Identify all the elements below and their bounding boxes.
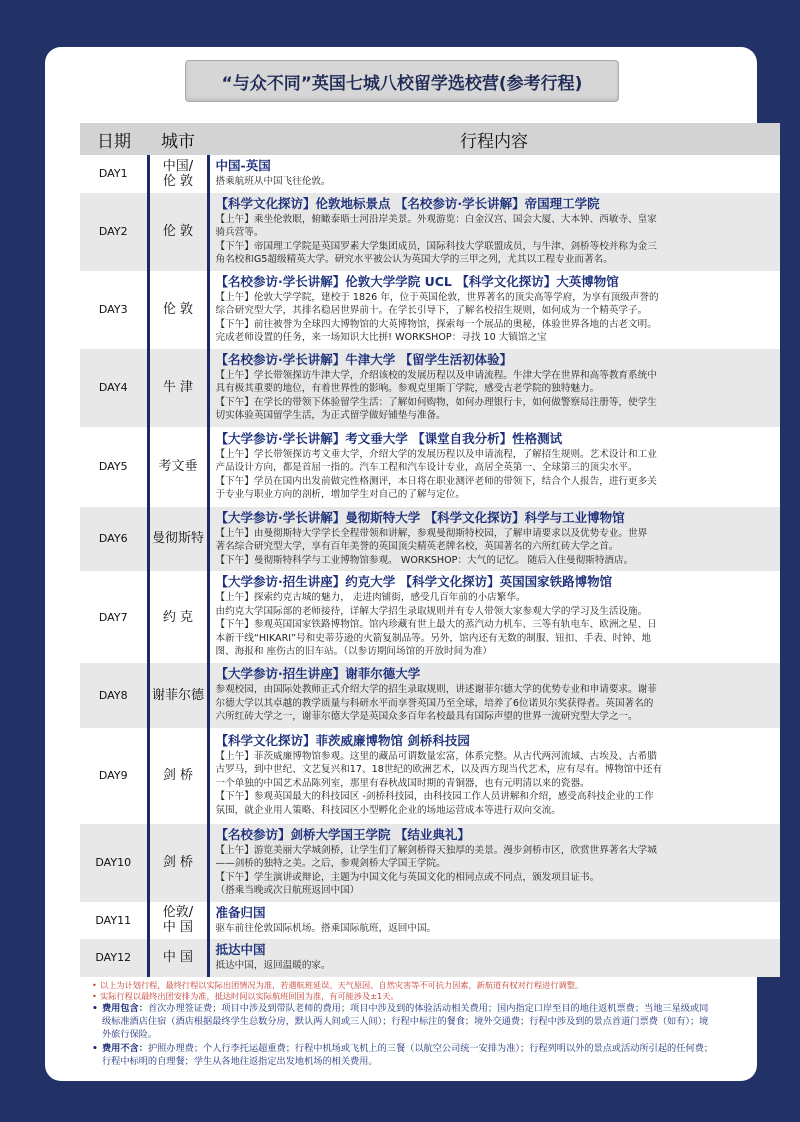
row-detail-line: 【下午】在学长的带领下体验留学生活：了解如何购物，如何办理银行卡，如何做警察局注册等，使学生 — [215, 396, 657, 408]
row-content — [208, 824, 780, 902]
page-title: “与众不同”英国七城八校留学选校营(参考行程) — [185, 60, 619, 102]
table-row — [80, 939, 780, 977]
row-detail-line: 由约克大学国际部的老师接待，详解大学招生录取规则并有专人带领大家参观大学的学习及生活设施。 — [215, 605, 648, 617]
city-line: 伦敦/ — [162, 905, 194, 921]
note-red: • 实际行程以最终出团安排为准，抵达时间以实际航班回国为准，有可能涉及±1天。 — [92, 991, 717, 1002]
row-detail-line: 图、海报和 座伤古的旧车站。（以参访期间场馆的开放时间为准） — [215, 646, 492, 658]
row-detail-line: 【下午】帝国理工学院是英国罗素大学集团成员，国际科技大学联盟成员，与牛津、剑桥等校并称为金三 — [215, 240, 657, 252]
row-content — [208, 427, 780, 507]
row-city — [148, 271, 208, 349]
city-line: 中 国 — [162, 950, 194, 966]
row-detail-line: 抵达中国，返回温暖的家。 — [215, 960, 331, 971]
row-city — [148, 571, 208, 663]
row-detail-line: 骑兵营等。 — [215, 227, 264, 238]
row-detail-line: 【上午】游览美丽大学城剑桥，让学生们了解剑桥得天独厚的美景。漫步剑桥市区，欣赏世界著名大学城 — [215, 844, 657, 856]
row-detail-line: 具有极其重要的地位，有着世界性的影响。参观克里斯丁学院，感受古老学院的独特魅力。 — [215, 383, 600, 394]
header-day: 日期 — [80, 123, 148, 155]
row-content — [208, 728, 780, 824]
row-heading: 【大学参访·学长讲解】曼彻斯特大学 【科学文化探访】科学与工业博物馆 — [215, 509, 625, 525]
row-city — [148, 939, 208, 977]
row-day: DAY10 — [80, 824, 148, 902]
row-detail-line: 【上午】探索约克古城的魅力， 走进肉铺街，感受几百年前的小店繁华。 — [215, 592, 526, 604]
row-content — [208, 663, 780, 728]
row-detail-line: 角名校和G5超级精英大学。研究水平被公认为英国大学的三甲之列，尤其以工程专业而著名。 — [215, 254, 613, 265]
row-heading: 【大学参访·招生讲座】谢菲尔德大学 — [215, 666, 421, 681]
row-heading: 【名校参访·学长讲解】牛津大学 【留学生活初体验】 — [215, 351, 513, 367]
fee-exclude-text: 护照办理费；个人行李托运超重费；行程中机场或飞机上的三餐（以航空公司统一安排为准）；行程列明以外的景点或活动所引起的任何费；行程中标明的自理餐；学生从各地往返指定出发地机场的相关费用。 — [102, 1043, 713, 1067]
row-heading: 【科学文化探访】菲茨威廉博物馆 剑桥科技园 — [215, 732, 470, 748]
row-content — [208, 902, 780, 940]
row-detail-line: 完成老师设置的任务，来一场知识大比拼! WORKSHOP：寻找 10 大镇馆之宝 — [215, 332, 547, 343]
row-city — [148, 507, 208, 572]
table-row — [80, 902, 780, 940]
row-city — [148, 427, 208, 507]
row-city — [148, 155, 208, 193]
header-city: 城市 — [148, 123, 208, 155]
row-detail-line: 驱车前往伦敦国际机场。搭乘国际航班，返回中国。 — [215, 922, 437, 934]
city-line: 剑 桥 — [162, 855, 194, 870]
row-day: DAY6 — [80, 507, 148, 572]
row-heading: 【大学参访·招生讲座】约克大学 【科学文化探访】英国国家铁路博物馆 — [215, 574, 613, 590]
row-detail-line: 一个单独的中国艺术品陈列室，那里有春秋战国时期的青铜器，也有元明清以来的瓷器。 — [215, 777, 590, 789]
row-detail-line: 【下午】前往被誉为全球四大博物馆的大英博物馆，探索每一个展品的奥秘，体验世界各地的古老文明。 — [215, 318, 657, 330]
row-content — [208, 349, 780, 427]
city-line: 谢菲尔德 — [151, 687, 204, 703]
row-detail-line: 搭乘航班从中国飞往伦敦。 — [215, 176, 331, 187]
city-line: 考文垂 — [158, 459, 198, 474]
row-city — [148, 824, 208, 902]
row-detail-line: 产品设计方向，都是首屈一指的。汽车工程和汽车设计专业，高居全英第一、全球第三的顶尖水平。 — [215, 462, 638, 473]
row-detail-line: 【下午】学生演讲或辩论，主题为中国文化与英国文化的相同点或不同点，颁发项目证书。 — [215, 871, 600, 883]
row-detail-line: （搭乘当晚或次日航班返回中国） — [215, 885, 360, 896]
city-line: 中国/ — [162, 158, 194, 174]
row-detail-line: 氛围，就企业用人策略、科技园区小型孵化企业的场地运营成本等进行双向交流。 — [215, 804, 561, 816]
fee-include-label: 费用包含： — [102, 1003, 148, 1014]
row-day: DAY4 — [80, 349, 148, 427]
row-detail-line: 尔德大学以其卓越的教学质量与科研水平而享誉英国乃至全球，培养了6位诺贝尔奖获得者。英国著名的 — [215, 697, 654, 709]
row-detail-line: 于专业与职业方向的剖析，增加学生对自己的了解与定位。 — [215, 489, 465, 500]
table-row — [80, 824, 780, 902]
row-day: DAY3 — [80, 271, 148, 349]
row-content — [208, 193, 780, 271]
fee-exclude-label: 费用不含： — [102, 1043, 148, 1054]
row-content — [208, 571, 780, 663]
row-content — [208, 155, 780, 193]
row-detail-line: 综合研究型大学，其排名稳居世界前十。在学长引导下，了解名校招生规则，如何成为一个精英学子。 — [215, 305, 648, 316]
row-day: DAY7 — [80, 571, 148, 663]
row-detail-line: ——剑桥的独特之美。之后，参观剑桥大学国王学院。 — [215, 858, 446, 869]
row-heading: 【名校参访·学长讲解】伦敦大学学院 UCL 【科学文化探访】大英博物馆 — [215, 273, 619, 289]
table-row — [80, 193, 780, 271]
row-detail-line: 【下午】曼彻斯特科学与工业博物馆参观。 WORKSHOP：大气的记忆。 随后入住曼彻斯特酒店。 — [215, 554, 634, 566]
row-day: DAY12 — [80, 939, 148, 977]
table-row — [80, 728, 780, 824]
row-detail-line: 本新干线“HIKARI”号和史蒂芬逊的火箭复制品等。另外，馆内还有无数的制服、钮扣、手表、时钟、地 — [215, 632, 652, 644]
row-day: DAY8 — [80, 663, 148, 728]
row-content — [208, 507, 780, 572]
city-line: 牛 津 — [162, 380, 194, 395]
city-line: 曼彻斯特 — [151, 531, 204, 547]
row-content — [208, 939, 780, 977]
row-day: DAY5 — [80, 427, 148, 507]
row-day: DAY11 — [80, 902, 148, 940]
city-line: 伦 敦 — [162, 224, 194, 239]
row-heading: 【名校参访】剑桥大学国王学院 【结业典礼】 — [215, 826, 470, 842]
fee-include-text: 首次办理签证费；项目中涉及到带队老师的费用；项目中涉及到的体验活动相关费用；国内指定口岸至目的地往返机票费；当地三星级或同级标准酒店住宿（酒店根据最终学生总数分房，默认两人间或三人间）；行程中标注的餐食；境外交通费；行程中涉及到的景点首道门票费（如有）；境外旅行保险。 — [102, 1003, 709, 1040]
itinerary-table — [80, 123, 780, 977]
row-heading: 中国-英国 — [215, 158, 271, 173]
row-detail-line: 【下午】参观英国最大的科技园区 -剑桥科技园，由科技园工作人员讲解和介绍，感受高科技企业的工作 — [215, 791, 654, 803]
row-city — [148, 902, 208, 940]
table-row — [80, 349, 780, 427]
row-day: DAY9 — [80, 728, 148, 824]
row-city — [148, 663, 208, 728]
row-detail-line: 【上午】学长带领探访考文垂大学，介绍大学的发展历程以及申请流程，了解招生规则。艺术设计和工业 — [215, 448, 657, 460]
table-row — [80, 571, 780, 663]
row-detail-line: 【上午】菲茨威廉博物馆参观。这里的藏品可谓数量宏富，体系完整。从古代两河流域、古埃及、古希腊 — [215, 750, 657, 762]
row-content — [208, 271, 780, 349]
city-line: 约 克 — [162, 609, 194, 625]
row-detail-line: 【上午】乘坐伦敦眼，俯瞰泰晤士河沿岸美景。外观游览：白金汉宫、国会大厦、大本钟、西敏寺、皇家 — [215, 213, 657, 225]
header-content: 行程内容 — [208, 123, 780, 155]
row-detail-line: 【下午】参观英国国家铁路博物馆。馆内珍藏有世上最大的蒸汽动力机车、三等有轨电车、欧洲之星、日 — [215, 619, 657, 631]
row-heading: 【大学参访·学长讲解】考文垂大学 【课堂自我分析】性格测试 — [215, 430, 563, 446]
note-red: • 以上为计划行程，最终行程以实际出团情况为准，若遇航班延误、天气原因、自然灾害等不可抗力因素，新航道有权对行程进行调整。 — [92, 980, 717, 991]
city-line: 伦 敦 — [162, 302, 194, 317]
table-row — [80, 271, 780, 349]
row-detail-line: 【下午】学员在国内出发前做完性格测评，本日将在职业测评老师的带领下，结合个人报告，进行更多关 — [215, 475, 657, 487]
row-day: DAY2 — [80, 193, 148, 271]
row-city — [148, 728, 208, 824]
row-detail-line: 【上午】由曼彻斯特大学学长全程带领和讲解，参观曼彻斯特校园，了解申请要求以及优势专业。世界 — [215, 527, 648, 539]
fee-exclude — [92, 1042, 717, 1068]
row-heading: 【科学文化探访】伦敦地标景点 【名校参访·学长讲解】帝国理工学院 — [215, 195, 600, 211]
table-row — [80, 427, 780, 507]
table-row — [80, 155, 780, 193]
city-line: 中 国 — [162, 920, 194, 936]
fee-include — [92, 1002, 717, 1041]
row-city — [148, 193, 208, 271]
row-detail-line: 著名综合研究型大学，享有百年美誉的英国顶尖精英老牌名校，英国著名的六所红砖大学之首。 — [215, 541, 619, 552]
row-city — [148, 349, 208, 427]
row-detail-line: 参观校园，由国际处教师正式介绍大学的招生录取规则，讲述谢菲尔德大学的优势专业和申请要求。谢菲 — [215, 684, 657, 695]
row-detail-line: 【上午】学长带领探访牛津大学，介绍该校的发展历程以及申请流程。牛津大学在世界和高等教育系统中 — [215, 369, 657, 381]
table-row — [80, 507, 780, 572]
row-detail-line: 切实体验英国留学生活，为正式留学做好铺垫与准备。 — [215, 410, 446, 421]
table-header-row — [80, 123, 780, 155]
row-heading: 准备归国 — [215, 904, 266, 920]
row-detail-line: 六所红砖大学之一，谢菲尔德大学是英国众多百年名校最具有国际声望的世界一流研究型大学之一。 — [215, 711, 638, 722]
row-detail-line: 古罗马，到中世纪、文艺复兴和17、18世纪的欧洲艺术，以及西方现当代艺术，应有尽有。博物馆中还有 — [215, 764, 663, 776]
table-row — [80, 663, 780, 728]
row-heading: 抵达中国 — [215, 942, 266, 957]
row-detail-line: 【上午】伦敦大学学院，建校于 1826 年，位于英国伦敦，世界著名的顶尖高等学府，为享有顶级声誉的 — [215, 291, 659, 303]
city-line: 伦 敦 — [162, 173, 194, 189]
city-line: 剑 桥 — [162, 768, 194, 783]
notes-section — [92, 980, 717, 1068]
row-day: DAY1 — [80, 155, 148, 193]
